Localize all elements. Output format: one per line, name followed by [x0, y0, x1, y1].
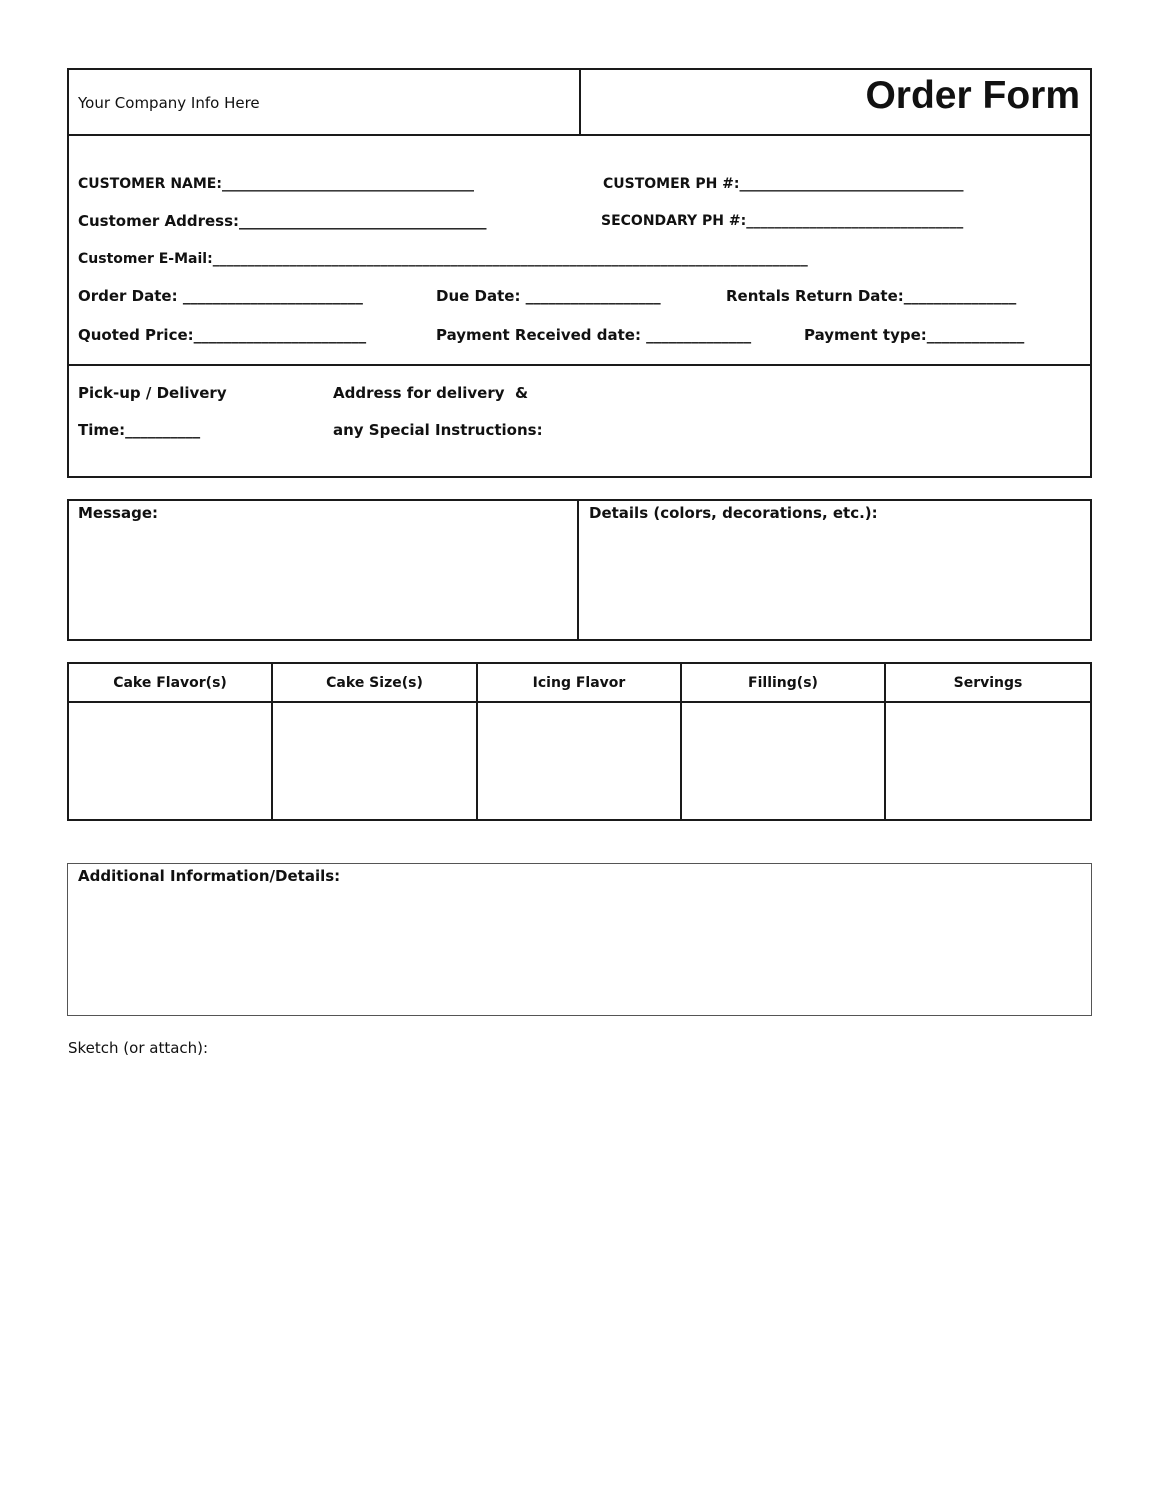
cake-table-header-servings: Servings: [953, 675, 1023, 691]
customer-email-field[interactable]: Customer E-Mail:_____________________________________________________________________________________: [78, 251, 808, 267]
cake-table-header-flavor: Cake Flavor(s): [113, 675, 227, 691]
additional-info-label: Additional Information/Details:: [78, 867, 341, 885]
secondary-phone-field[interactable]: SECONDARY PH #:_______________________________: [601, 213, 964, 229]
icing-flavor-cell[interactable]: [478, 703, 680, 819]
cake-flavor-cell[interactable]: [69, 703, 271, 819]
customer-bottom-rule: [67, 364, 1092, 366]
customer-phone-field[interactable]: CUSTOMER PH #:________________________________: [603, 176, 964, 192]
servings-cell[interactable]: [886, 703, 1090, 819]
payment-received-date-field[interactable]: Payment Received date: ______________: [436, 326, 752, 344]
header-bottom-rule: [67, 134, 1092, 136]
additional-info-box[interactable]: [67, 863, 1092, 1016]
sketch-label: Sketch (or attach):: [68, 1039, 209, 1057]
customer-name-field[interactable]: CUSTOMER NAME:____________________________________: [78, 176, 474, 192]
pickup-time-field[interactable]: Time:__________: [78, 421, 201, 439]
delivery-address-label-1: Address for delivery &: [333, 384, 529, 402]
delivery-address-label-2: any Special Instructions:: [333, 421, 543, 439]
cake-size-cell[interactable]: [273, 703, 476, 819]
order-date-field[interactable]: Order Date: ________________________: [78, 287, 363, 305]
message-details-divider: [577, 499, 579, 641]
header-divider: [579, 68, 581, 136]
sketch-area[interactable]: [67, 1064, 1092, 1464]
quoted-price-field[interactable]: Quoted Price:_______________________: [78, 326, 367, 344]
page-title: Order Form: [865, 74, 1080, 117]
cake-table-header-size: Cake Size(s): [326, 675, 423, 691]
message-field[interactable]: Message:: [78, 504, 158, 522]
filling-cell[interactable]: [682, 703, 884, 819]
rentals-return-date-field[interactable]: Rentals Return Date:_______________: [726, 287, 1017, 305]
message-details-box: [67, 499, 1092, 641]
customer-address-field[interactable]: Customer Address:_________________________________: [78, 212, 487, 230]
details-field[interactable]: Details (colors, decorations, etc.):: [589, 504, 878, 522]
cake-table-header-filling: Filling(s): [748, 675, 818, 691]
company-info: Your Company Info Here: [78, 94, 260, 112]
pickup-delivery-label: Pick-up / Delivery: [78, 384, 227, 402]
due-date-field[interactable]: Due Date: __________________: [436, 287, 661, 305]
cake-table-header-icing: Icing Flavor: [532, 675, 626, 691]
payment-type-field[interactable]: Payment type:_____________: [804, 326, 1025, 344]
